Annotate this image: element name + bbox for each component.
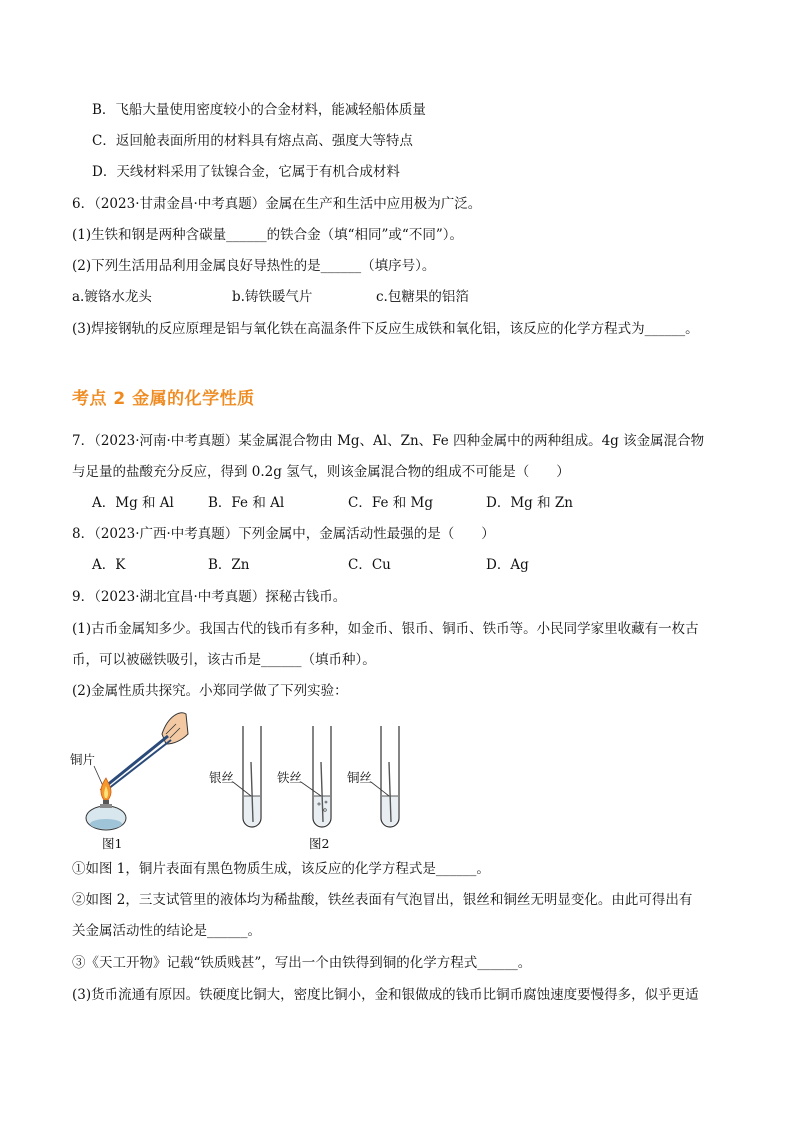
test-tube-silver xyxy=(233,726,261,827)
q5-option-b: B．飞船大量使用密度较小的合金材料，能减轻船体质量 xyxy=(92,102,426,118)
question-9-part-2-item-2-line-2: 关金属活动性的结论是______。 xyxy=(72,923,261,939)
q5-option-c: C．返回舱表面所用的材料具有熔点高、强度大等特点 xyxy=(92,133,413,149)
q5-option-d: D．天线材料采用了钛镍合金，它属于有机合成材料 xyxy=(92,164,400,180)
q7-option-d: D．Mg 和 Zn xyxy=(486,495,573,511)
question-9-part-2-item-2-line-1: ②如图 2，三支试管里的液体均为稀盐酸，铁丝表面有气泡冒出，银丝和铜丝无明显变化。由此可得出有 xyxy=(72,892,693,908)
copper-sheet-label: 铜片 xyxy=(70,752,96,767)
q6-option-a: a.镀铬水龙头 xyxy=(72,289,152,305)
q6-option-c: c.包糖果的铝箔 xyxy=(376,289,469,305)
question-6-stem: 6．（2023·甘肃金昌·中考真题）金属在生产和生活中应用极为广泛。 xyxy=(72,196,482,212)
question-9-part-1-line-1: (1)古币金属知多少。我国古代的钱币有多种，如金币、银币、铜币、铁币等。小民同学家里收藏有一枚古 xyxy=(72,621,699,637)
q6-option-b: b.铸铁暖气片 xyxy=(232,289,313,305)
figure-1-burner xyxy=(70,704,190,854)
q7-option-b: B．Fe 和 Al xyxy=(208,495,285,511)
question-9-part-2-item-1: ①如图 1，铜片表面有黑色物质生成，该反应的化学方程式是______。 xyxy=(72,861,490,877)
question-6-options xyxy=(72,287,722,307)
question-6-part-2: (2)下列生活用品利用金属良好导热性的是______（填序号）。 xyxy=(72,258,436,274)
q8-option-a: A．K xyxy=(92,557,126,573)
q8-option-d: D．Ag xyxy=(486,557,529,573)
q8-option-c: C．Cu xyxy=(348,557,391,573)
question-6-part-1: (1)生铁和钢是两种含碳量______的铁合金（填“相同”或“不同”）。 xyxy=(72,227,463,243)
q7-option-c: C．Fe 和 Mg xyxy=(348,495,433,511)
question-7-stem-line-2: 与足量的盐酸充分反应，得到 0.2g 氢气，则该金属混合物的组成不可能是（ ） xyxy=(72,464,570,480)
tongs-icon xyxy=(106,736,168,786)
burner-illustration xyxy=(70,704,190,834)
q8-option-b: B．Zn xyxy=(208,557,250,573)
figure-2-test-tubes xyxy=(205,722,415,854)
question-6-part-3: (3)焊接钢轨的反应原理是铝与氧化铁在高温条件下反应生成铁和氧化铝，该反应的化学方程式为______。 xyxy=(72,321,699,337)
question-9-part-1-line-2: 币，可以被磁铁吸引，该古币是______（填币种）。 xyxy=(72,652,376,668)
question-8-options xyxy=(92,555,692,575)
figure-1-caption: 图1 xyxy=(102,836,123,851)
question-7-stem-line-1: 7．（2023·河南·中考真题）某金属混合物由 Mg、Al、Zn、Fe 四种金属中的两种组成。4g 该金属混合物 xyxy=(72,433,705,449)
question-7-options xyxy=(92,493,692,513)
q7-option-a: A．Mg 和 Al xyxy=(92,495,174,511)
question-9-stem: 9．（2023·湖北宜昌·中考真题）探秘古钱币。 xyxy=(72,589,347,605)
question-9-part-2-item-3: ③《天工开物》记载“铁质贱甚”，写出一个由铁得到铜的化学方程式______。 xyxy=(72,955,532,971)
test-tubes-illustration xyxy=(205,722,415,834)
silver-wire-label: 银丝 xyxy=(209,770,235,785)
question-9-part-3: (3)货币流通有原因。铁硬度比铜大，密度比铜小，金和银做成的钱币比铜币腐蚀速度要慢得多，似乎更适 xyxy=(72,987,699,1003)
test-tube-iron xyxy=(301,726,331,827)
question-9-part-2: (2)金属性质共探究。小郑同学做了下列实验： xyxy=(72,683,348,699)
section-title: 考点 2 金属的化学性质 xyxy=(72,389,255,409)
iron-wire-label: 铁丝 xyxy=(277,770,303,785)
copper-wire-label: 铜丝 xyxy=(347,770,373,785)
question-8-stem: 8．（2023·广西·中考真题）下列金属中，金属活动性最强的是（ ） xyxy=(72,526,495,542)
test-tube-copper xyxy=(371,726,399,827)
figure-2-caption: 图2 xyxy=(309,836,330,851)
